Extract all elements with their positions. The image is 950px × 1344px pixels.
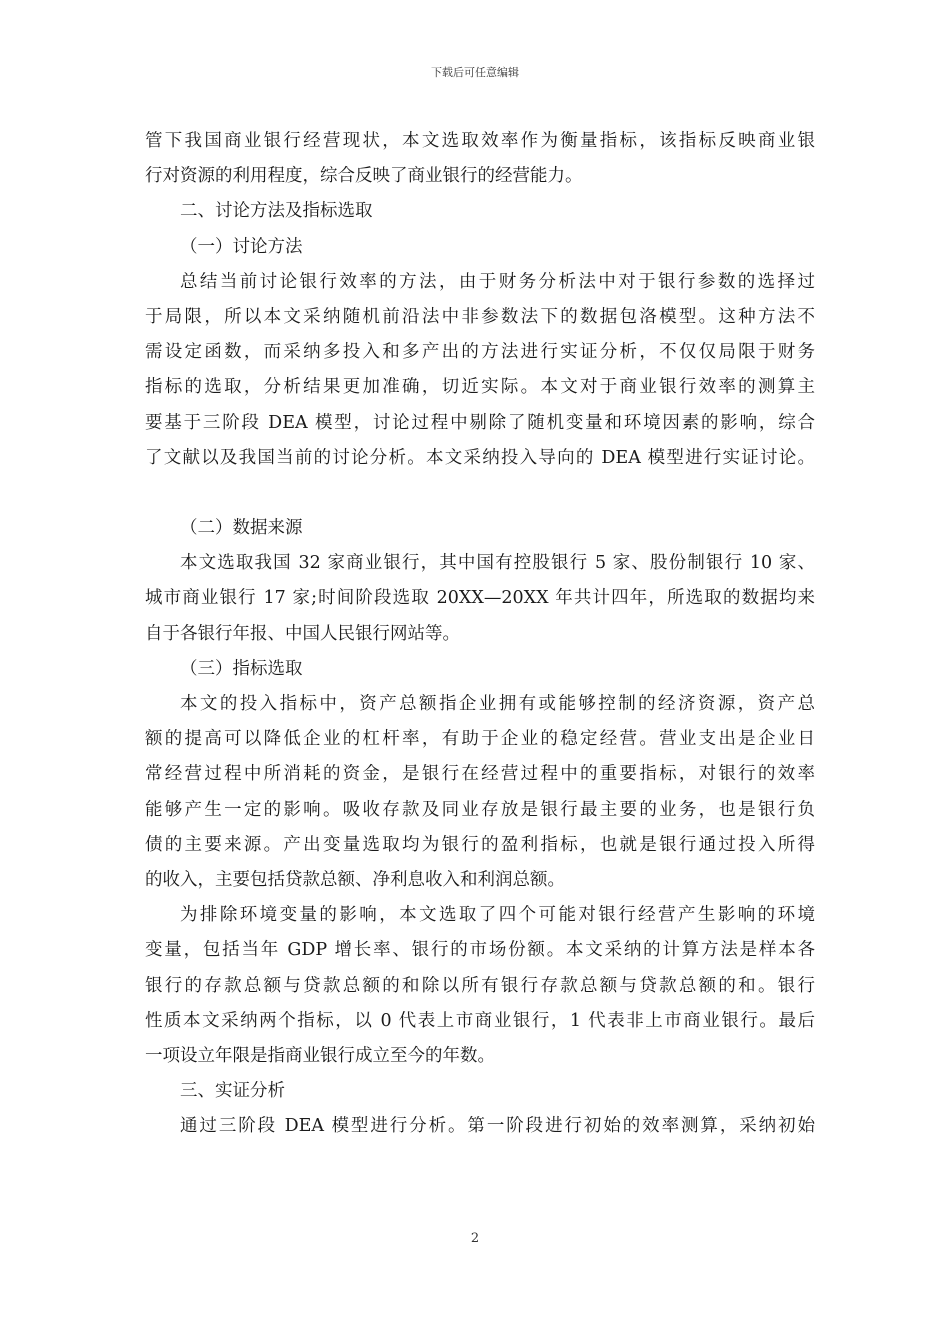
text-line: 于局限，所以本文采纳随机前沿法中非参数法下的数据包洛模型。这种方法不 <box>145 306 815 327</box>
text-line: 本文选取我国 32 家商业银行，其中国有控股银行 5 家、股份制银行 10 家、 <box>180 553 815 574</box>
text-line: 需设定函数，而采纳多投入和多产出的方法进行实证分析，不仅仅局限于财务 <box>145 342 815 363</box>
text-line: 常经营过程中所消耗的资金，是银行在经营过程中的重要指标，对银行的效率 <box>145 764 815 785</box>
blank-line <box>145 476 815 511</box>
text-line: 自于各银行年报、中国人民银行网站等。 <box>145 623 460 644</box>
page-header: 下载后可任意编辑 <box>431 66 519 79</box>
text-line: 银行的存款总额与贷款总额的和除以所有银行存款总额与贷款总额的和。银行 <box>145 975 815 996</box>
text-line: 为排除环境变量的影响，本文选取了四个可能对银行经营产生影响的环境 <box>180 905 815 926</box>
text-line: 变量，包括当年 GDP 增长率、银行的市场份额。本文采纳的计算方法是样本各 <box>145 940 815 961</box>
text-line: 债的主要来源。产出变量选取均为银行的盈利指标，也就是银行通过投入所得 <box>145 834 815 855</box>
text-line: 管下我国商业银行经营现状，本文选取效率作为衡量指标，该指标反映商业银 <box>145 131 815 151</box>
text-line: 总结当前讨论银行效率的方法，由于财务分析法中对于银行参数的选择过 <box>180 271 815 292</box>
text-line: 本文的投入指标中，资产总额指企业拥有或能够控制的经济资源，资产总 <box>180 694 815 714</box>
text-line: （二）数据来源 <box>180 518 303 539</box>
text-line: 的收入，主要包括贷款总额、净利息收入和利润总额。 <box>145 869 565 890</box>
text-line: 了文献以及我国当前的讨论分析。本文采纳投入导向的 DEA 模型进行实证讨论。 <box>145 447 815 468</box>
text-line: 二、讨论方法及指标选取 <box>180 201 373 222</box>
text-line: （一）讨论方法 <box>180 236 303 257</box>
text-line: 指标的选取，分析结果更加准确，切近实际。本文对于商业银行效率的测算主 <box>145 377 815 398</box>
text-line: 一项设立年限是指商业银行成立至今的年数。 <box>145 1045 495 1066</box>
text-line: （三）指标选取 <box>180 658 303 679</box>
text-line: 额的提高可以降低企业的杠杆率，有助于企业的稳定经营。营业支出是企业日 <box>145 729 815 750</box>
text-line: 能够产生一定的影响。吸收存款及同业存放是银行最主要的业务，也是银行负 <box>145 799 815 820</box>
text-line: 通过三阶段 DEA 模型进行分析。第一阶段进行初始的效率测算，采纳初始 <box>180 1116 815 1137</box>
text-line: 三、实证分析 <box>180 1081 285 1102</box>
text-line: 要基于三阶段 DEA 模型，讨论过程中剔除了随机变量和环境因素的影响，综合 <box>145 412 815 433</box>
text-line: 性质本文采纳两个指标，以 0 代表上市商业银行，1 代表非上市商业银行。最后 <box>145 1010 815 1031</box>
text-line: 城市商业银行 17 家;时间阶段选取 20XX—20XX 年共计四年，所选取的数据均来 <box>145 588 815 609</box>
page-number: 2 <box>470 1231 480 1246</box>
document-body <box>145 124 815 1144</box>
text-line: 行对资源的利用程度，综合反映了商业银行的经营能力。 <box>145 166 583 187</box>
